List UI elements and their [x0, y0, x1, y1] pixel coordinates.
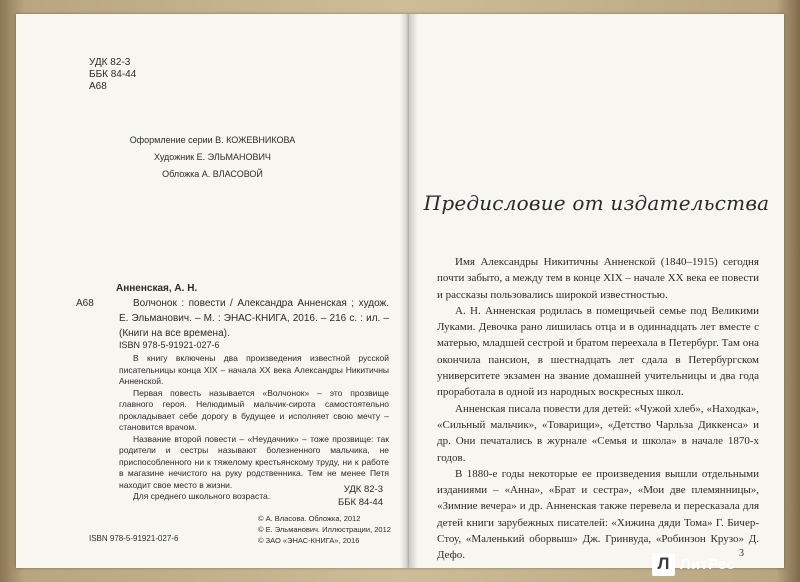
credit-series-design: Оформление серии В. КОЖЕВНИКОВА: [129, 135, 296, 145]
annotation-paragraph: Название второй повести – «Неудачник» – тоже прозвище: так родители и сестры называют болезненного мальчика, не приспособленного ни к тяжелому крестьянскому труду, ни к работе в магазине нечистого на руку родственника. Тем не менее Петя находит свое место в жизни.: [119, 433, 389, 490]
biblio-text: Волчонок : повести / Александра Анненская ; худож. Е. Эльманович. – М. : ЭНАС-КНИГА, 2016. – 216 с. : ил. – (Книги на все времена).: [119, 298, 389, 339]
biblio-body: [116, 281, 389, 341]
udk-bottom-block: [16, 483, 383, 509]
preface-paragraph: Имя Александры Никитичны Анненской (1840–1915) сегодня почти забыто, а между тем в конце XIX – начале XX века ее повести и рассказы пользовались широкой известностью.: [437, 256, 759, 301]
litres-watermark: [652, 546, 800, 582]
copyright-line: © А. Власова. Обложка, 2012: [258, 514, 361, 523]
bibliographic-record: [76, 281, 391, 341]
book-gutter: [400, 14, 418, 568]
annotation-paragraph: В книгу включены два произведения известной русской писательницы конца XIX – начала XX века Александры Никитичны Анненской.: [119, 353, 389, 386]
litres-watermark-text: ЛитРес: [680, 555, 736, 573]
preface-body: [437, 254, 759, 564]
udk-top-block: [89, 57, 136, 93]
isbn-line: ISBN 978-5-91921-027-6: [119, 340, 220, 350]
udk-line: УДК 82-3: [89, 57, 131, 68]
credits-block: [16, 132, 409, 183]
bbk-bottom-line: ББК 84-44: [338, 497, 383, 508]
page-number: 3: [739, 548, 744, 559]
litres-logo-icon: Л: [652, 553, 675, 576]
udk-bottom-line: УДК 82-3: [343, 484, 383, 495]
left-page: [16, 14, 409, 568]
biblio-code: А68: [76, 298, 94, 309]
copyright-block: [258, 513, 391, 546]
copyright-line: © Е. Эльманович. Иллюстрации, 2012: [258, 525, 391, 534]
isbn-bottom: ISBN 978-5-91921-027-6: [89, 534, 179, 543]
credit-cover: Обложка А. ВЛАСОВОЙ: [162, 169, 263, 179]
preface-paragraph: В 1880-е годы некоторые ее произведения вышли отдельными изданиями – «Анна», «Брат и сестра», «Мои две племянницы», «Зимние вечера» и др. Анненская также перевела и пересказала для детей книги зарубежных писателей: «Хижина дяди Тома» Г. Бичер-Стоу, «Маленький оборвыш» Дж. Гринвуда, «Робинзон Крузо» Д. Дефо.: [437, 467, 759, 562]
annotation-paragraph: Для среднего школьного возраста.: [133, 491, 271, 501]
annotation-paragraph: Первая повесть называется «Волчонок» – это прозвище главного героя. Нелюдимый мальчик-сирота самостоятельно прокладывает себе дорогу в будущее и исполняет свою мечту – становится врачом.: [119, 387, 389, 432]
preface-paragraph: Анненская писала повести для детей: «Чужой хлеб», «Находка», «Сильный мальчик», «Товарищи», «Детство Чарльза Диккенса» и др. Они печатались в журнале «Семья и школа» в начале 1870-х годов.: [437, 402, 759, 464]
copyright-line: © ЗАО «ЭНАС-КНИГА», 2016: [258, 536, 360, 545]
bbk-line: ББК 84-44: [89, 69, 137, 80]
preface-paragraph: А. Н. Анненская родилась в помещичьей семье под Великими Луками. Девочка рано лишилась отца и в одиннадцать лет вместе с матерью, младшей сестрой и братом переехала в Петербург. Там она окончила пансион, в шестнадцать лет сдала в Петербургском университете экзамен на звание домашней учительницы и два года проработала в одной из народных воскресных школ.: [437, 304, 759, 399]
author-code-line: А68: [89, 81, 107, 92]
right-page: [409, 14, 784, 568]
preface-heading: Предисловие от издательства: [423, 191, 770, 215]
biblio-author: Анненская, А. Н.: [116, 283, 198, 294]
annotation: [119, 353, 389, 503]
credit-illustrator: Художник Е. ЭЛЬМАНОВИЧ: [154, 152, 271, 162]
